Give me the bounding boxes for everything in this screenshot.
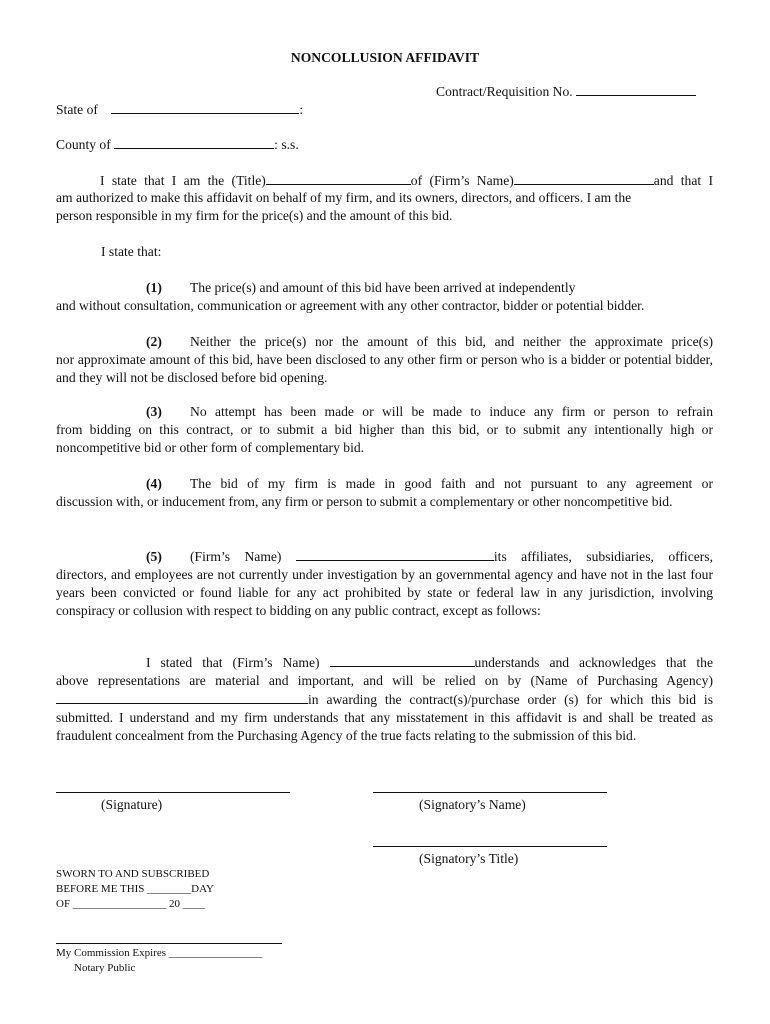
- closing-lead: I stated that (Firm’s Name): [146, 655, 320, 670]
- item-4: [56, 475, 713, 511]
- notary-line-1: SWORN TO AND SUBSCRIBED: [56, 868, 210, 880]
- item-5-firm-field[interactable]: [296, 547, 494, 561]
- signatory-name-label: (Signatory’s Name): [419, 797, 526, 812]
- intro-tail: and that I: [653, 173, 713, 188]
- item-5-rest: directors, and employees are not currently under investigation by an governmental agency and have not in the last four years been convicted or found liable for any act prohibited by state or federal law in any jurisdiction, involving conspiracy or collusion with respect to bidding on any public contract, except as follows:: [56, 567, 713, 618]
- intro-line-1: [56, 171, 713, 190]
- item-3-number: (3): [146, 404, 162, 419]
- signatory-title-label: (Signatory’s Title): [419, 851, 519, 866]
- item-2-number: (2): [146, 334, 162, 349]
- closing-firm-field[interactable]: [330, 653, 475, 667]
- item-1-number: (1): [146, 280, 162, 295]
- item-1: [56, 279, 713, 315]
- item-2-rest: nor approximate amount of this bid, have been disclosed to any other firm or person who is a bidder or potential bidder, and they will not be disclosed before bid opening.: [56, 352, 713, 385]
- intro-line-3: person responsible in my firm for the price(s) and the amount of this bid.: [56, 208, 453, 223]
- state-line: [56, 100, 303, 119]
- notary-signature-line[interactable]: [56, 943, 282, 944]
- closing-after: understands and acknowledges that the: [474, 655, 713, 670]
- item-4-rest: discussion with, or inducement from, any firm or person to submit a complementary or other noncompetitive bid.: [56, 494, 673, 509]
- item-4-number: (4): [146, 476, 162, 491]
- county-suffix: : s.s.: [274, 137, 299, 152]
- signatory-name-line[interactable]: [373, 792, 607, 793]
- notary-line-2: BEFORE ME THIS ________DAY: [56, 883, 214, 895]
- document-title: NONCOLLUSION AFFIDAVIT: [290, 50, 480, 65]
- notary-line-3: OF _________________ 20 ____: [56, 898, 205, 910]
- closing-line-3: in awarding the contract(s)/purchase order (s) for which this bid is: [308, 692, 713, 707]
- intro-title-label: I state that I am the (Title): [100, 173, 266, 188]
- signatory-title-line[interactable]: [373, 846, 607, 847]
- item-1-lead: The price(s) and amount of this bid have been arrived at independently: [190, 280, 576, 295]
- i-state-that: I state that:: [101, 244, 162, 259]
- item-2-lead: Neither the price(s) nor the amount of this bid, and neither the approximate price(s): [190, 334, 713, 349]
- contract-number-field[interactable]: [576, 82, 696, 96]
- intro-firm-field[interactable]: [514, 171, 654, 185]
- commission-expires: My Commission Expires _________________: [56, 947, 263, 959]
- item-3: [56, 403, 713, 457]
- closing-rest: submitted. I understand and my firm understands that any misstatement in this affidavit is and shall be treated as fraudulent concealment from the Purchasing Agency of the true facts relating to the submission of this bid.: [56, 710, 713, 743]
- item-5: [56, 547, 713, 620]
- county-line: [56, 135, 299, 154]
- signature-label: (Signature): [101, 797, 163, 812]
- state-suffix: :: [299, 102, 304, 117]
- contract-number-line: [436, 82, 696, 101]
- item-5-number: (5): [146, 549, 162, 564]
- item-4-lead: The bid of my firm is made in good faith and not pursuant to any agreement or: [190, 476, 713, 491]
- notary-public-label: Notary Public: [74, 962, 136, 974]
- county-label: County of: [56, 137, 111, 152]
- intro-line-2: am authorized to make this affidavit on behalf of my firm, and its owners, directors, and officers. I am the: [56, 190, 632, 205]
- closing-paragraph: [56, 653, 713, 745]
- state-label: State of: [56, 102, 98, 117]
- signature-line[interactable]: [56, 792, 290, 793]
- item-5-lead: (Firm’s Name): [190, 549, 282, 564]
- county-field[interactable]: [114, 135, 274, 149]
- title-field[interactable]: [266, 171, 411, 185]
- closing-line-2: above representations are material and important, and will be relied on by (Name of Purchasing Agency): [56, 673, 713, 688]
- item-5-after: its affiliates, subsidiaries, officers,: [493, 549, 713, 564]
- item-2: [56, 333, 713, 387]
- item-3-rest: from bidding on this contract, or to submit a bid higher than this bid, or to submit any intentionally high or noncompetitive bid or other form of complementary bid.: [56, 422, 713, 455]
- item-3-lead: No attempt has been made or will be made to induce any firm or person to refrain: [190, 404, 713, 419]
- state-field[interactable]: [111, 100, 299, 114]
- item-1-rest: and without consultation, communication or agreement with any other contractor, bidder or potential bidder.: [56, 298, 645, 313]
- purchasing-agency-field[interactable]: [56, 690, 308, 704]
- contract-label: Contract/Requisition No.: [436, 84, 573, 99]
- intro-firm-label: of (Firm’s Name): [410, 173, 514, 188]
